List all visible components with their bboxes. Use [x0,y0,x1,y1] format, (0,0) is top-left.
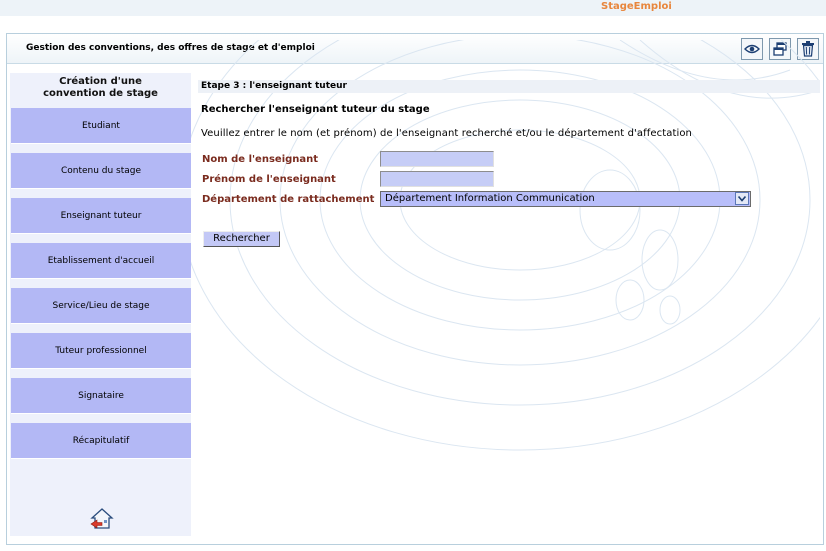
search-button[interactable]: Rechercher [203,231,280,247]
sidebar-item-etablissement-accueil[interactable] [11,243,191,279]
sidebar-item-label: Etablissement d'accueil [47,255,155,266]
sidebar-item-signataire[interactable] [11,378,191,414]
sidebar-item-label: Tuteur professionnel [55,345,147,356]
departement-selected-value: Département Information Communication [385,193,595,204]
prenom-input[interactable] [380,171,494,187]
top-bar [0,0,826,16]
delete-button[interactable] [797,38,819,60]
sidebar-item-label: Service/Lieu de stage [52,300,150,311]
dropdown-arrow-button[interactable] [735,192,749,205]
view-button[interactable] [741,38,763,60]
sidebar-item-service-lieu[interactable] [11,288,191,324]
sidebar [10,73,191,536]
section-title: Rechercher l'enseignant tuteur du stage [201,104,430,115]
step-indicator: Etape 3 : l'enseignant tuteur [198,80,820,93]
sidebar-item-contenu-du-stage[interactable] [11,153,191,189]
sidebar-item-etudiant[interactable] [11,108,191,144]
restore-window-icon [773,42,787,56]
departement-label: Département de rattachement [202,194,375,205]
sidebar-item-recapitulatif[interactable] [11,423,191,459]
instructions-text: Veuillez entrer le nom (et prénom) de l'enseignant recherché et/ou le département d'affectation [201,128,692,139]
sidebar-item-tuteur-professionnel[interactable] [11,333,191,369]
nom-input[interactable] [380,151,494,167]
home-back-icon [90,507,114,531]
nom-label: Nom de l'enseignant [202,154,319,165]
sidebar-item-enseignant-tuteur[interactable] [11,198,191,234]
page-title: Gestion des conventions, des offres de stage et d'emploi [26,43,315,53]
chevron-down-icon [738,196,746,202]
restore-window-button[interactable] [769,38,791,60]
brand-logo-text: StageEmploi [601,1,672,12]
sidebar-title: Création d'une convention de stage [43,76,158,99]
departement-select[interactable] [380,191,751,207]
prenom-label: Prénom de l'enseignant [202,174,336,185]
sidebar-item-label: Récapitulatif [72,435,130,446]
home-back-button[interactable] [90,507,114,534]
sidebar-item-label: Signataire [78,390,124,401]
eye-icon [744,43,760,55]
sidebar-item-label: Contenu du stage [60,165,142,176]
sidebar-item-label: Etudiant [82,120,120,131]
panel-header [7,34,823,64]
sidebar-item-label: Enseignant tuteur [60,210,142,221]
trash-icon [801,41,815,57]
